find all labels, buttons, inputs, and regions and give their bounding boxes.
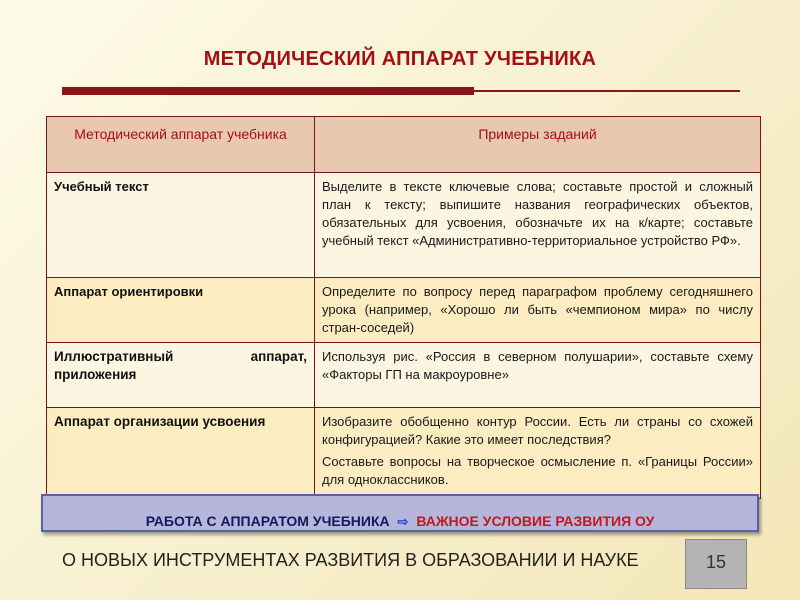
column-header-examples: Примеры заданий bbox=[315, 117, 761, 173]
page-number-box bbox=[685, 539, 747, 589]
table-row bbox=[47, 173, 761, 278]
row-examples-cell bbox=[315, 173, 761, 278]
example-text: Выделите в тексте ключевые слова; составьте простой и сложный план к тексту; выпишите названия географических объектов, обязательных для усвоения, обозначьте их на к/карте; составьте учебный текст «Административно-территориальное устройство РФ». bbox=[322, 179, 753, 248]
conclusion-banner bbox=[41, 494, 759, 532]
table-header-row bbox=[47, 117, 761, 173]
row-apparatus-cell: Аппарат организации усвоения bbox=[47, 408, 315, 499]
arrow-right-icon: ⇨ bbox=[397, 514, 409, 529]
table-row bbox=[47, 278, 761, 343]
row-apparatus-cell: Аппарат ориентировки bbox=[47, 278, 315, 343]
row-examples-cell bbox=[315, 278, 761, 343]
banner-text bbox=[43, 513, 757, 530]
banner-part-work: РАБОТА С АППАРАТОМ УЧЕБНИКА bbox=[145, 513, 390, 529]
footer-text: О НОВЫХ ИНСТРУМЕНТАХ РАЗВИТИЯ В ОБРАЗОВАНИИ И НАУКЕ bbox=[62, 550, 639, 570]
page-number: 15 bbox=[705, 552, 727, 572]
example-text: Используя рис. «Россия в северном полушарии», составьте схему «Факторы ГП на макроуровне» bbox=[322, 349, 753, 382]
column-header-apparatus: Методический аппарат учебника bbox=[47, 117, 315, 173]
banner-part-condition: ВАЖНОЕ УСЛОВИЕ РАЗВИТИЯ ОУ bbox=[416, 513, 655, 529]
example-text: Составьте вопросы на творческое осмысление п. «Границы России» для одноклассников. bbox=[322, 454, 753, 487]
title-underline-thick bbox=[62, 87, 474, 95]
title-underline-thin bbox=[474, 90, 740, 92]
row-examples-cell bbox=[315, 343, 761, 408]
slide-title: МЕТОДИЧЕСКИЙ АППАРАТ УЧЕБНИКА bbox=[203, 48, 597, 70]
row-apparatus-cell: Иллюстративный аппарат, приложения bbox=[47, 343, 315, 408]
example-text: Изобразите обобщенно контур России. Есть ли страны со схожей конфигурацией? Какие это имеет последствия? bbox=[322, 414, 753, 447]
row-examples-cell bbox=[315, 408, 761, 499]
row-apparatus-cell: Учебный текст bbox=[47, 173, 315, 278]
example-text: Определите по вопросу перед параграфом проблему сегодняшнего урока (например, «Хорошо ли быть «чемпионом мира» по числу стран-соседей) bbox=[322, 284, 753, 335]
table-row bbox=[47, 343, 761, 408]
table-row bbox=[47, 408, 761, 499]
methodical-apparatus-table bbox=[46, 116, 761, 499]
